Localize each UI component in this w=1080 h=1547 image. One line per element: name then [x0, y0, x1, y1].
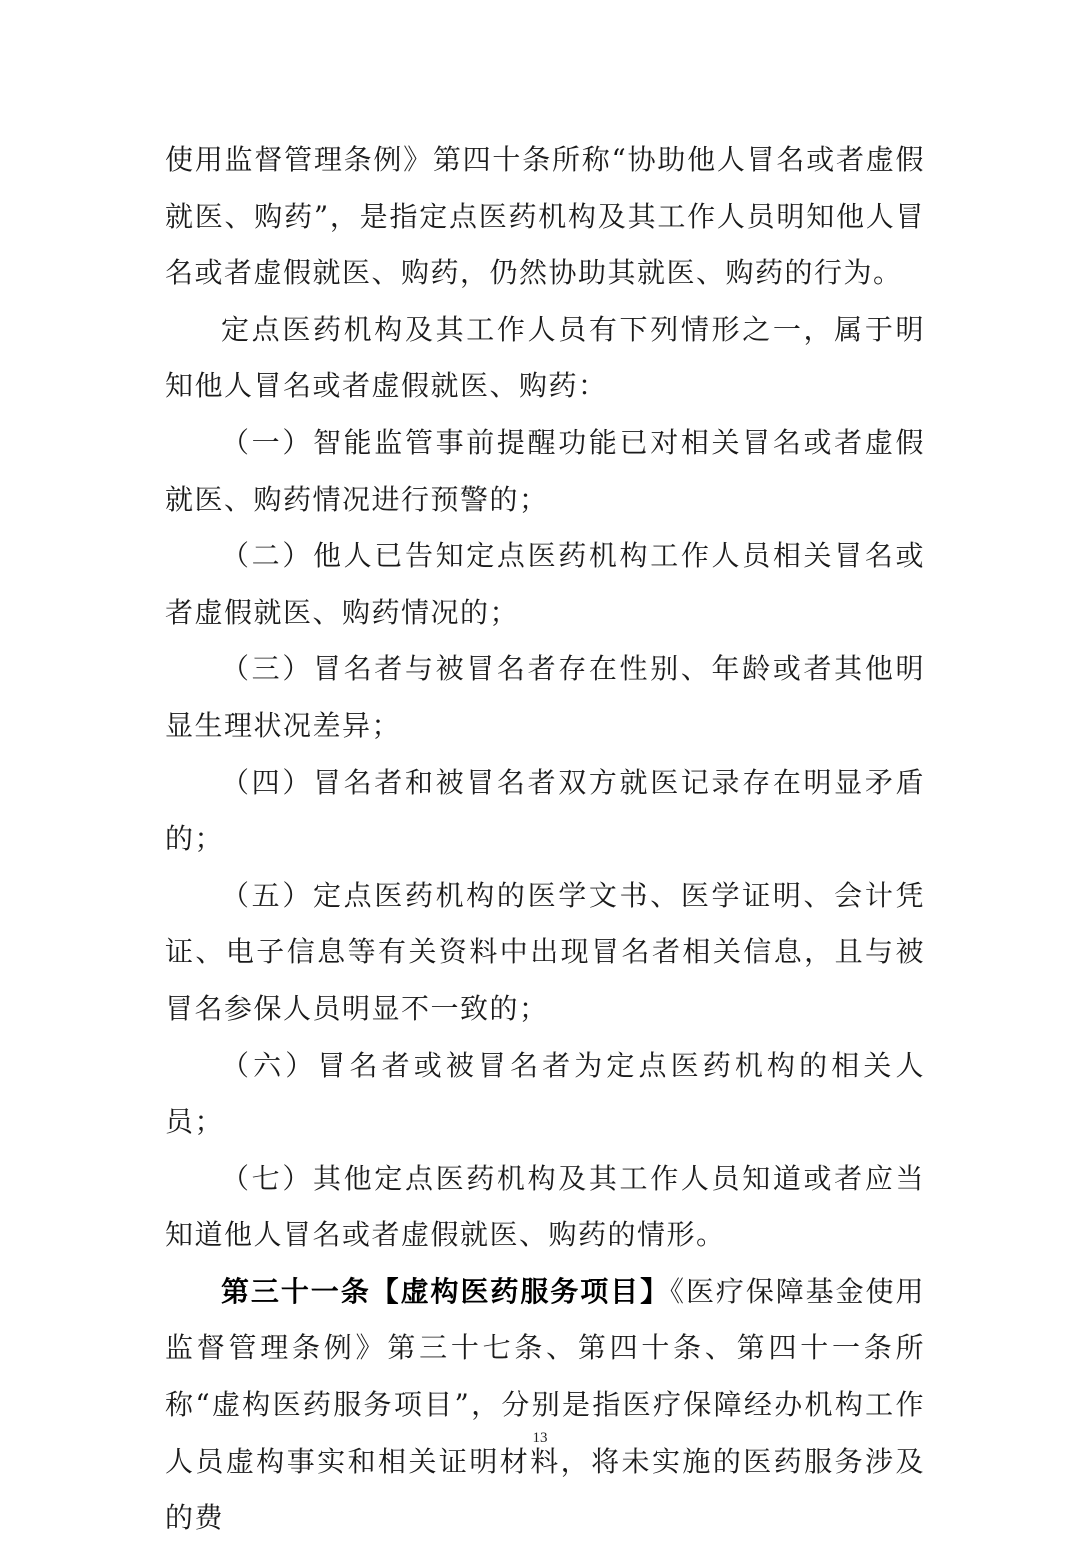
page-number: 13 [532, 1430, 548, 1446]
list-item-7: （七）其他定点医药机构及其工作人员知道或者应当知道他人冒名或者虚假就医、购药的情形。 [165, 1161, 925, 1252]
list-item-3: （三）冒名者与被冒名者存在性别、年龄或者其他明显生理状况差异； [165, 652, 925, 742]
list-item-1: （一）智能监管事前提醒功能已对相关冒名或者虚假就医、购药情况进行预警的； [165, 425, 925, 516]
list-item-6: （六）冒名者或被冒名者为定点医药机构的相关人员； [165, 1048, 925, 1139]
article-body: 《医疗保障基金使用监督管理条例》第三十七条、第四十条、第四十一条所称“虚构医药服务项目”，分别是指医疗保障经办机构工作人员虚构事实和相关证明材料，将未实施的医药服务涉及的费 [165, 1274, 925, 1535]
list-item-2: （二）他人已告知定点医药机构工作人员相关冒名或者虚假就医、购药情况的； [165, 539, 925, 629]
list-item-5: （五）定点医药机构的医学文书、医学证明、会计凭证、电子信息等有关资料中出现冒名者相关信息，且与被冒名参保人员明显不一致的； [165, 878, 925, 1025]
article-heading: 第三十一条【虚构医药服务项目】 [221, 1274, 671, 1308]
paragraph-continuation: 使用监督管理条例》第四十条所称“协助他人冒名或者虚假就医、购药”，是指定点医药机构及其工作人员明知他人冒名或者虚假就医、购药，仍然协助其就医、购药的行为。 [165, 143, 925, 290]
article-31-paragraph [165, 1264, 925, 1547]
document-body [165, 132, 925, 1547]
paragraph-intro: 定点医药机构及其工作人员有下列情形之一，属于明知他人冒名或者虚假就医、购药： [165, 312, 925, 403]
list-item-4: （四）冒名者和被冒名者双方就医记录存在明显矛盾的； [165, 765, 925, 856]
